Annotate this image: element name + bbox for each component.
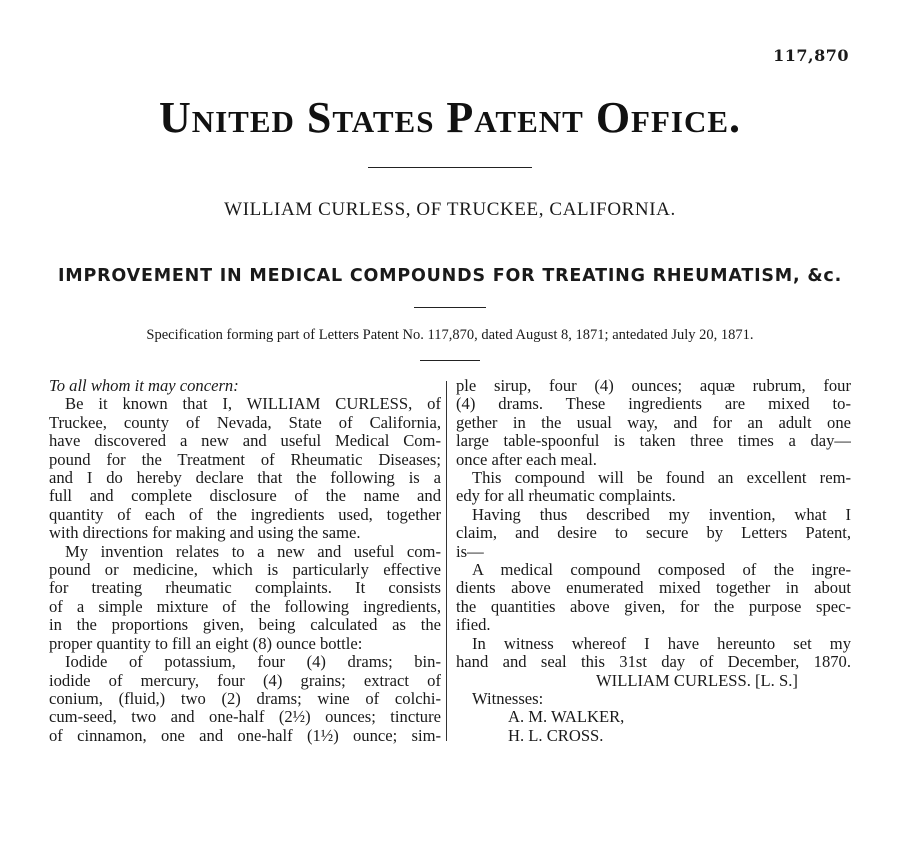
text-line: (4) drams. These ingredients are mixed to-	[456, 395, 851, 414]
specification-line: Specification forming part of Letters Patent No. 117,870, dated August 8, 1871; antedated July 20, 1871.	[146, 327, 754, 343]
text-line: full and complete disclosure of the name and	[49, 487, 441, 506]
right-column	[456, 377, 851, 745]
text-line: My invention relates to a new and useful com-	[65, 542, 441, 561]
text-line: claim, and desire to secure by Letters Patent,	[456, 524, 851, 543]
column-divider	[446, 381, 447, 741]
salutation: To all whom it may concern:	[49, 377, 239, 395]
text-line: for treating rheumatic complaints. It consists	[49, 579, 441, 598]
text-line: Iodide of potassium, four (4) drams; bin-	[65, 653, 441, 672]
text-line: of cinnamon, one and one-half (1½) ounce; sim-	[49, 726, 441, 745]
witness-name: H. L. CROSS.	[508, 726, 604, 745]
title-rule	[368, 167, 532, 168]
text-line: large table-spoonful is taken three times a day—	[456, 432, 851, 451]
text-line: dients above enumerated mixed together in about	[456, 579, 851, 598]
text-line: is—	[456, 542, 484, 561]
text-line: and I do hereby declare that the following is a	[49, 469, 441, 488]
text-line: This compound will be found an excellent rem-	[472, 469, 851, 488]
text-line: of a simple mixture of the following ingredients,	[49, 597, 441, 616]
text-line: ple sirup, four (4) ounces; aquæ rubrum, four	[456, 377, 851, 395]
text-line: pound or medicine, which is particularly effective	[49, 561, 441, 580]
text-line: Truckee, county of Nevada, State of California,	[49, 413, 441, 432]
text-line: once after each meal.	[456, 450, 597, 469]
text-line: gether in the usual way, and for an adult one	[456, 413, 851, 432]
signature: WILLIAM CURLESS. [L. S.]	[596, 671, 798, 690]
text-line: A medical compound composed of the ingre-	[472, 561, 851, 580]
text-line: hand and seal this 31st day of December, 1870.	[456, 653, 851, 672]
invention-rule	[414, 307, 486, 308]
text-line: Be it known that I, WILLIAM CURLESS, of	[65, 395, 441, 414]
text-line: quantity of each of the ingredients used, together	[49, 505, 441, 524]
text-line: have discovered a new and useful Medical Com-	[49, 432, 441, 451]
text-line: edy for all rheumatic complaints.	[456, 487, 676, 506]
text-line: ified.	[456, 616, 491, 635]
office-title: United States Patent Office.	[158, 93, 742, 142]
text-line: cum-seed, two and one-half (2½) ounces; tincture	[49, 708, 441, 727]
text-line: pound for the Treatment of Rheumatic Diseases;	[49, 450, 441, 469]
text-line: conium, (fluid,) two (2) drams; wine of colchi-	[49, 689, 441, 708]
invention-title: IMPROVEMENT IN MEDICAL COMPOUNDS FOR TREATING RHEUMATISM, &c.	[57, 266, 843, 286]
inventor-line: WILLIAM CURLESS, OF TRUCKEE, CALIFORNIA.	[224, 199, 676, 220]
left-column	[49, 377, 441, 745]
text-line: proper quantity to fill an eight (8) ounce bottle:	[49, 634, 363, 653]
witnesses-label: Witnesses:	[472, 689, 544, 708]
text-line: with directions for making and using the same.	[49, 524, 361, 543]
text-line: iodide of mercury, four (4) grains; extract of	[49, 671, 441, 690]
patent-number: 117,870	[773, 46, 849, 65]
text-line: in the proportions given, being calculated as the	[49, 616, 441, 635]
spec-rule	[420, 360, 480, 361]
text-line: the quantities above given, for the purpose spec-	[456, 597, 851, 616]
text-line: Having thus described my invention, what I	[472, 505, 851, 524]
text-line: In witness whereof I have hereunto set my	[472, 634, 851, 653]
witness-name: A. M. WALKER,	[508, 708, 625, 727]
